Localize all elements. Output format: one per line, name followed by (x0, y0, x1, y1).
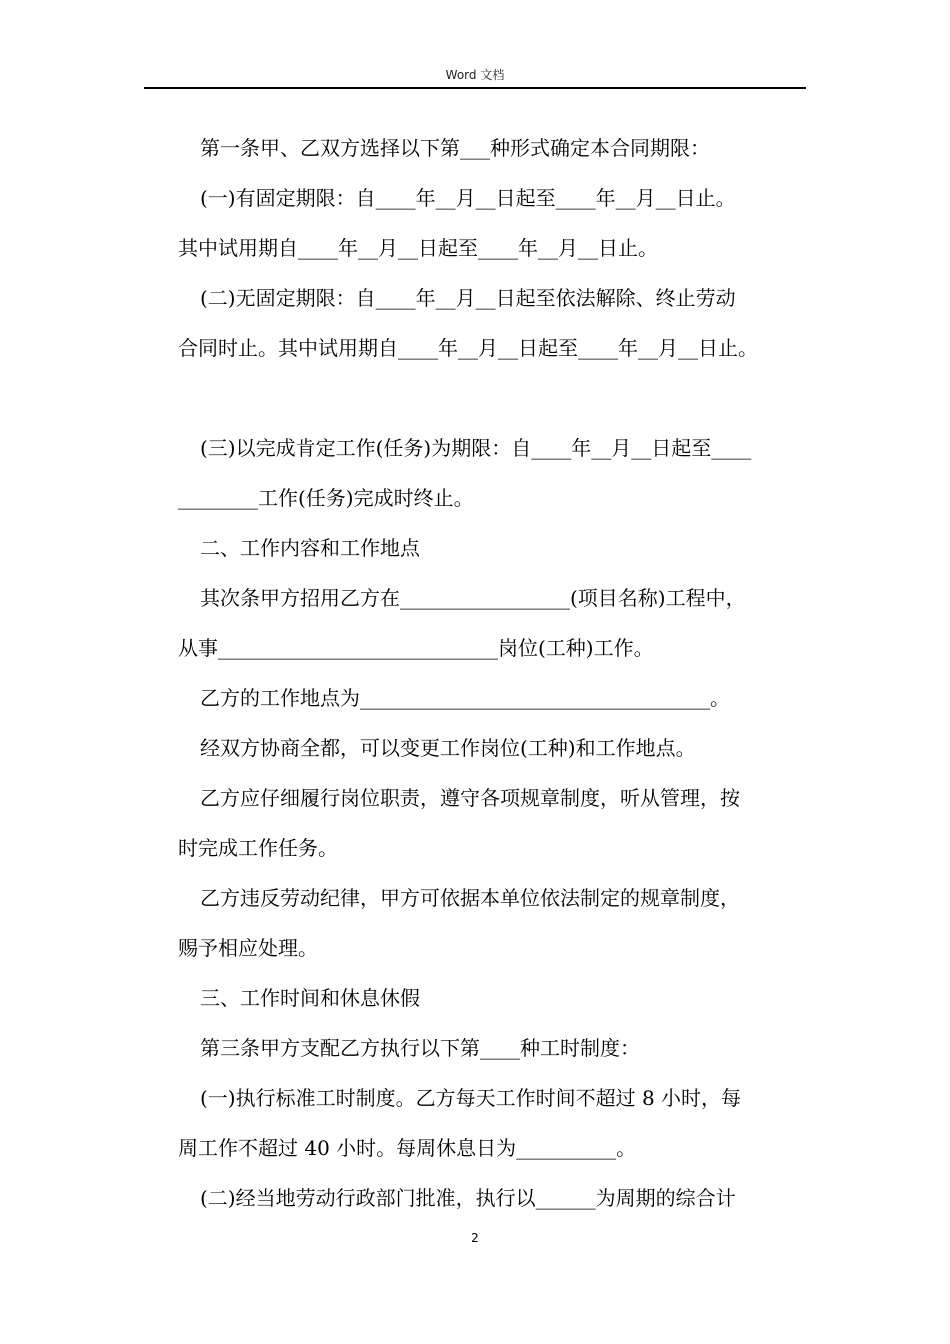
paragraph-line: 其中试用期自____年__月__日起至____年__月__日止。 (178, 236, 658, 260)
paragraph-line: 合同时止。其中试用期自____年__月__日起至____年__月__日止。 (178, 336, 758, 360)
paragraph-line: 从事____________________________岗位(工种)工作。 (178, 636, 654, 660)
paragraph-line: (二)无固定期限：自____年__月__日起至依法解除、终止劳动 (200, 286, 736, 310)
paragraph-line: 乙方的工作地点为___________________________________。 (200, 686, 730, 710)
paragraph-line: (三)以完成肯定工作(任务)为期限：自____年__月__日起至____ (200, 436, 752, 460)
paragraph-line: (二)经当地劳动行政部门批准，执行以______为周期的综合计 (200, 1186, 736, 1210)
paragraph-line: 经双方协商全都，可以变更工作岗位(工种)和工作地点。 (200, 736, 696, 760)
paragraph-line: 赐予相应处理。 (178, 936, 318, 960)
paragraph-line: (一)有固定期限：自____年__月__日起至____年__月__日止。 (200, 186, 736, 210)
section-heading: 二、工作内容和工作地点 (200, 536, 420, 560)
paragraph-line: 第三条甲方支配乙方执行以下第____种工时制度： (200, 1036, 640, 1060)
paragraph-line: 乙方违反劳动纪律，甲方可依据本单位依法制定的规章制度， (200, 886, 740, 910)
paragraph-line: 周工作不超过 40 小时。每周休息日为__________。 (178, 1136, 637, 1160)
paragraph-line: ________工作(任务)完成时终止。 (178, 486, 474, 510)
paragraph-line: 乙方应仔细履行岗位职责，遵守各项规章制度，听从管理，按 (200, 786, 740, 810)
page-number: 2 (471, 1231, 479, 1245)
paragraph-line: 第一条甲、乙双方选择以下第___种形式确定本合同期限： (200, 136, 710, 160)
section-heading: 三、工作时间和休息休假 (200, 986, 420, 1010)
document-body (178, 128, 818, 1228)
paragraph-line: 其次条甲方招用乙方在_________________(项目名称)工程中， (200, 586, 746, 610)
header-rule (144, 87, 806, 89)
paragraph-line: (一)执行标准工时制度。乙方每天工作时间不超过 8 小时，每 (200, 1086, 742, 1110)
page-header: Word 文档 (445, 68, 505, 82)
paragraph-line: 时完成工作任务。 (178, 836, 338, 860)
